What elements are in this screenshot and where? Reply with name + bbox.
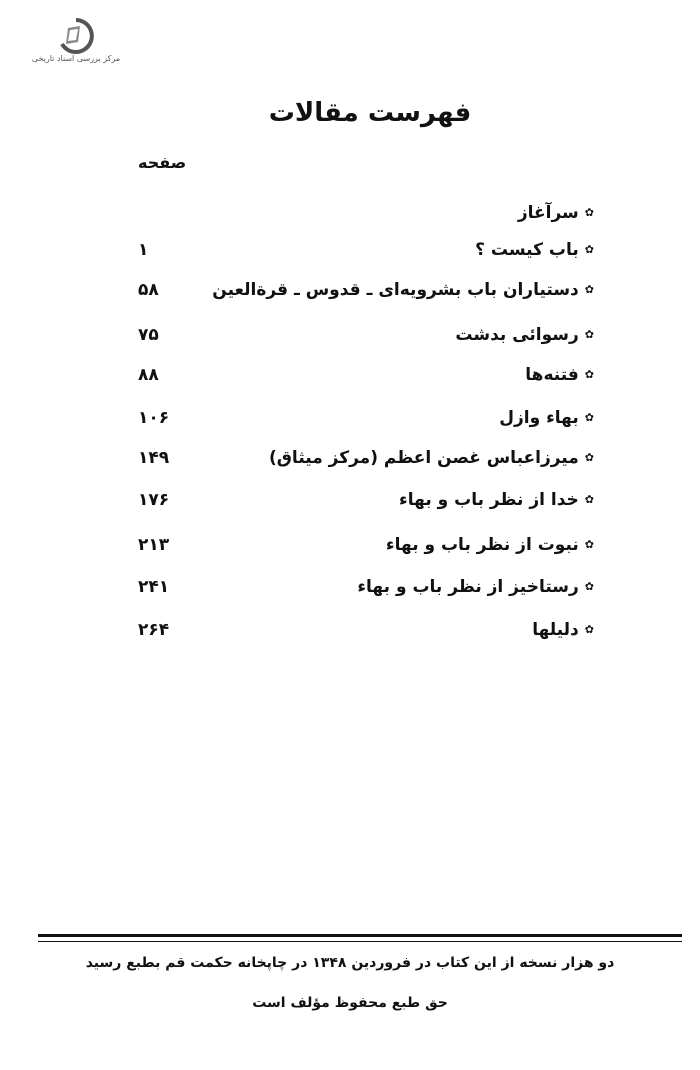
toc-entry bbox=[0, 403, 700, 433]
flower-bullet-icon: ✿ bbox=[584, 493, 594, 506]
toc-entry-label: دلیلها bbox=[532, 620, 579, 640]
toc-entry-title bbox=[532, 615, 594, 645]
toc-entry-title bbox=[386, 530, 594, 560]
toc-entry-label: دستیاران باب بشرویه‌ای ـ قدوس ـ قرة‌العین bbox=[212, 280, 579, 300]
toc-entry bbox=[0, 360, 700, 390]
toc-entry bbox=[0, 275, 700, 305]
toc-entry-page: ۸۸ bbox=[138, 365, 159, 385]
toc-entry-label: سرآغاز bbox=[517, 203, 579, 223]
toc-entry bbox=[0, 530, 700, 560]
toc-entry bbox=[0, 235, 700, 265]
toc-entry-title bbox=[357, 572, 594, 602]
flower-bullet-icon: ✿ bbox=[584, 451, 594, 464]
toc-entry-label: فتنه‌ها bbox=[525, 365, 579, 385]
flower-bullet-icon: ✿ bbox=[584, 411, 594, 424]
toc-entry-label: نبوت از نظر باب و بهاء bbox=[385, 535, 579, 555]
toc-entry-page: ۷۵ bbox=[138, 325, 159, 345]
toc-entry-label: باب کیست ؟ bbox=[475, 240, 579, 260]
flower-bullet-icon: ✿ bbox=[584, 283, 594, 296]
flower-bullet-icon: ✿ bbox=[584, 538, 594, 551]
print-info: دو هزار نسخه از این کتاب در فروردین ۱۳۴۸ در چاپخانه حکمت قم بطبع رسید bbox=[85, 955, 615, 971]
flower-bullet-icon: ✿ bbox=[584, 368, 594, 381]
toc-entry-page: ۲۴۱ bbox=[138, 577, 170, 597]
toc-entry-title bbox=[212, 275, 594, 305]
toc-entry-title bbox=[455, 320, 594, 350]
toc-entry bbox=[0, 320, 700, 350]
toc-entry-page: ۱۰۶ bbox=[138, 408, 170, 428]
toc-entry-page: ۱ bbox=[138, 240, 149, 260]
toc-entry-label: خدا از نظر باب و بهاء bbox=[399, 490, 579, 510]
toc-entry-page: ۵۸ bbox=[138, 280, 159, 300]
archive-logo-caption: مرکز بررسی اسناد تاریخی bbox=[31, 54, 121, 63]
toc-entry-title bbox=[269, 443, 594, 473]
toc-entry-page: ۱۴۹ bbox=[138, 448, 170, 468]
toc-entry-page: ۲۱۳ bbox=[138, 535, 170, 555]
toc-entry-label: رسوائی بدشت bbox=[455, 325, 579, 345]
archive-logo-icon bbox=[54, 18, 98, 54]
toc-entry bbox=[0, 443, 700, 473]
toc-entry-title bbox=[475, 235, 594, 265]
flower-bullet-icon: ✿ bbox=[584, 328, 594, 341]
toc-entry-title bbox=[525, 360, 594, 390]
toc-entry-title bbox=[399, 485, 594, 515]
flower-bullet-icon: ✿ bbox=[584, 243, 594, 256]
copyright-note: حق طبع محفوظ مؤلف است bbox=[252, 995, 448, 1011]
footer-rule-thin bbox=[38, 941, 682, 942]
toc-entry bbox=[0, 572, 700, 602]
toc-entry-page: ۱۷۶ bbox=[138, 490, 170, 510]
footer-rule-thick bbox=[38, 934, 682, 937]
toc-entry bbox=[0, 485, 700, 515]
flower-bullet-icon: ✿ bbox=[584, 623, 594, 636]
toc-entry-page: ۲۶۴ bbox=[138, 620, 170, 640]
toc-entry-title bbox=[499, 403, 594, 433]
flower-bullet-icon: ✿ bbox=[584, 580, 594, 593]
flower-bullet-icon: ✿ bbox=[584, 206, 594, 219]
toc-entry-title bbox=[518, 198, 594, 228]
toc-entry-label: رستاخیز از نظر باب و بهاء bbox=[357, 577, 579, 597]
page-title: فهرست مقالات bbox=[268, 98, 472, 128]
toc-entry bbox=[0, 198, 700, 228]
page-column-label: صفحه bbox=[138, 153, 187, 172]
toc-entry bbox=[0, 615, 700, 645]
toc-entry-label: میرزاعباس غصن اعظم (مرکز میثاق) bbox=[268, 448, 579, 468]
toc-entry-label: بهاء وازل bbox=[499, 408, 579, 428]
archive-logo bbox=[26, 18, 126, 68]
